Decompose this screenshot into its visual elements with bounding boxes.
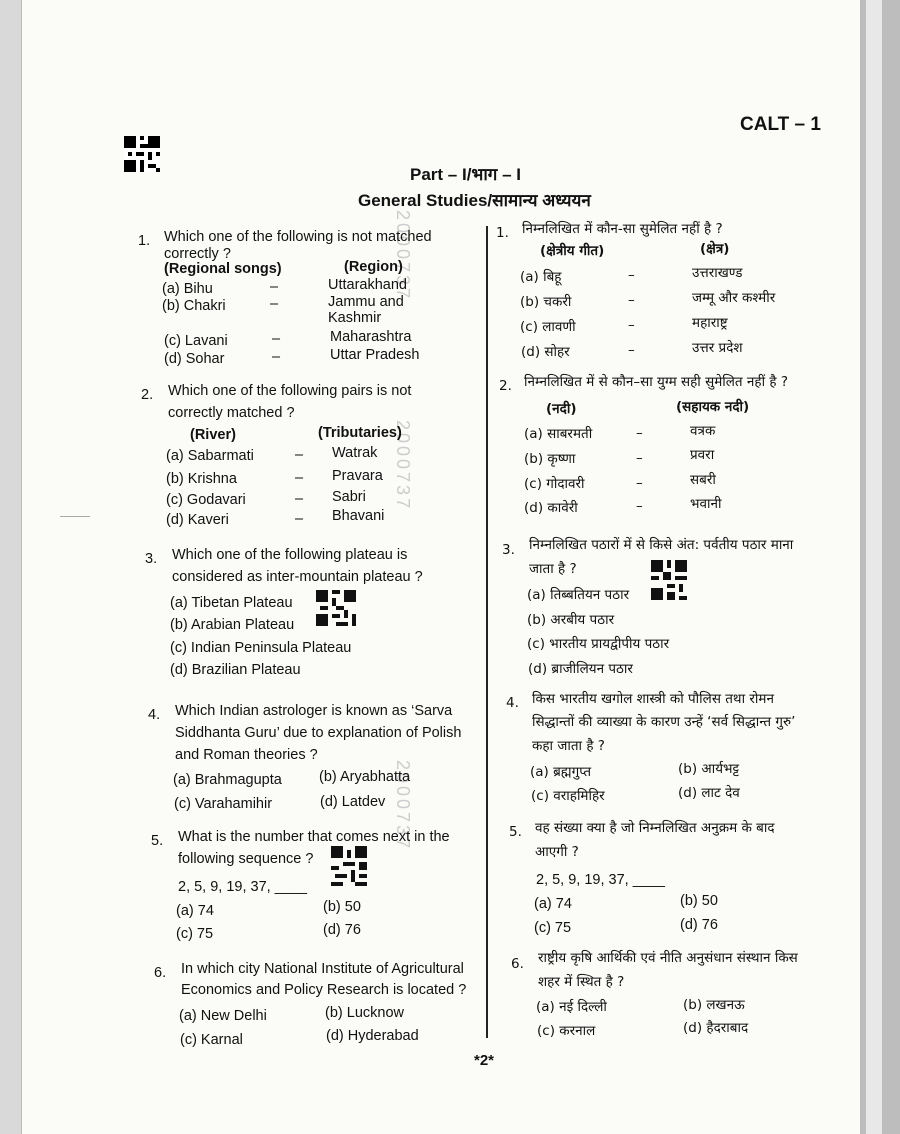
option: (d) Hyderabad — [326, 1028, 419, 1044]
subject-heading: General Studies/सामान्य अध्ययन — [358, 191, 591, 210]
question-text: निम्नलिखित में कौन-सा सुमेलित नहीं है ? — [522, 221, 723, 237]
match-value: Sabri — [332, 489, 366, 505]
question-text: Which one of the following pairs is not — [168, 383, 412, 399]
scan-edge — [860, 0, 900, 1134]
option: (c) भारतीय प्रायद्वीपीय पठार — [527, 636, 670, 652]
question-text: What is the number that comes next in the — [178, 829, 450, 845]
match-value: Pravara — [332, 468, 383, 484]
column-header: (क्षेत्रीय गीत) — [540, 243, 605, 259]
question-number: 2. — [499, 378, 512, 394]
match-value: प्रवरा — [690, 447, 715, 463]
sequence: 2, 5, 9, 19, 37, ____ — [178, 879, 307, 895]
match-value: Uttarakhand — [328, 277, 407, 293]
option: (b) Krishna — [166, 471, 237, 487]
dash: – — [628, 317, 635, 333]
question-text: वह संख्या क्या है जो निम्नलिखित अनुक्रम के बाद — [535, 820, 775, 836]
option: (d) ब्राजीलियन पठार — [528, 661, 633, 677]
question-text: कहा जाता है ? — [532, 738, 605, 754]
option: (a) Bihu — [162, 281, 213, 297]
qr-code-icon — [330, 846, 368, 886]
option: (a) Tibetan Plateau — [170, 595, 293, 611]
question-text: आएगी ? — [535, 844, 579, 860]
option: (c) Indian Peninsula Plateau — [170, 640, 352, 656]
option: (c) 75 — [534, 920, 572, 936]
question-number: 1. — [138, 233, 151, 249]
question-number: 1. — [496, 225, 509, 241]
option: (a) साबरमती — [524, 426, 593, 442]
question-text: Which one of the following is not matched — [164, 229, 432, 245]
match-value: Kashmir — [328, 310, 382, 326]
option: (d) 76 — [680, 917, 718, 933]
match-value: जम्मू और कश्मीर — [692, 290, 776, 306]
option: (b) लखनऊ — [683, 997, 745, 1013]
sequence: 2, 5, 9, 19, 37, ____ — [536, 872, 665, 888]
option: (d) कावेरी — [524, 500, 578, 516]
column-header: (नदी) — [546, 401, 577, 417]
question-number: 3. — [502, 542, 515, 558]
question-text: जाता है ? — [529, 561, 577, 577]
question-text: किस भारतीय खगोल शास्त्री को पौलिस तथा रोमन — [532, 691, 774, 707]
option: (c) गोदावरी — [524, 476, 585, 492]
column-header: (Region) — [344, 259, 403, 275]
question-number: 3. — [145, 551, 158, 567]
question-text: शहर में स्थित है ? — [538, 974, 625, 990]
option: (b) अरबीय पठार — [527, 612, 615, 628]
match-value: महाराष्ट्र — [692, 315, 728, 331]
question-text: Economics and Policy Research is located ? — [181, 982, 467, 998]
option: (c) Karnal — [180, 1032, 243, 1048]
dash: – — [295, 511, 304, 527]
question-text: सिद्धान्तों की व्याख्या के कारण उन्हें ‘सर्व सिद्धान्त गुरु’ — [532, 714, 796, 730]
dash: – — [272, 349, 281, 365]
option: (a) Sabarmati — [166, 448, 254, 464]
option: (c) लावणी — [520, 319, 576, 335]
column-header: (Regional songs) — [164, 261, 282, 277]
question-number: 4. — [148, 707, 161, 723]
dash: – — [636, 498, 643, 514]
option: (a) नई दिल्ली — [536, 999, 607, 1015]
option: (b) 50 — [680, 893, 718, 909]
question-number: 4. — [506, 695, 519, 711]
match-value: Maharashtra — [330, 329, 412, 345]
dash: – — [270, 296, 279, 312]
option: (a) 74 — [534, 896, 572, 912]
question-text: निम्नलिखित में से कौन–सा युग्म सही सुमेलित नहीं है ? — [524, 374, 788, 390]
match-value: उत्तराखण्ड — [692, 265, 743, 281]
dash: – — [636, 475, 643, 491]
column-header: (क्षेत्र) — [700, 241, 730, 257]
scan-speck — [60, 516, 90, 517]
question-text: Siddhanta Guru’ due to explanation of Polish — [175, 725, 462, 741]
qr-code-icon — [316, 590, 356, 626]
option: (c) Varahamihir — [174, 796, 273, 812]
dash: – — [628, 342, 635, 358]
question-text: correctly ? — [164, 246, 231, 262]
match-value: सबरी — [690, 472, 716, 488]
dash: – — [295, 470, 304, 486]
option: (b) Lucknow — [325, 1005, 404, 1021]
question-text: considered as inter-mountain plateau ? — [172, 569, 423, 585]
dash: – — [270, 279, 279, 295]
option: (c) Godavari — [166, 492, 246, 508]
option: (b) Arabian Plateau — [170, 617, 295, 633]
dash: – — [628, 267, 635, 283]
option: (b) Aryabhatta — [319, 769, 411, 785]
paper-code: CALT – 1 — [740, 114, 821, 135]
option: (d) Latdev — [320, 794, 386, 810]
option: (a) तिब्बतियन पठार — [527, 587, 630, 603]
option: (d) लाट देव — [678, 785, 740, 801]
question-text: Which Indian astrologer is known as ‘Sarva — [175, 703, 453, 719]
question-number: 6. — [511, 956, 524, 972]
option: (c) Lavani — [164, 333, 228, 349]
column-header: (Tributaries) — [318, 425, 402, 441]
question-number: 5. — [151, 833, 164, 849]
dash: – — [636, 425, 643, 441]
option: (a) 74 — [176, 903, 214, 919]
match-value: Watrak — [332, 445, 378, 461]
option: (d) Brazilian Plateau — [170, 662, 301, 678]
option: (a) ब्रह्मगुप्त — [530, 764, 592, 780]
option: (a) Brahmagupta — [173, 772, 282, 788]
column-divider — [486, 226, 488, 1038]
option: (b) Chakri — [162, 298, 226, 314]
option: (d) Sohar — [164, 351, 225, 367]
match-value: Jammu and — [328, 294, 404, 310]
option: (c) करनाल — [537, 1023, 596, 1039]
watermark: 2000737 — [393, 420, 413, 512]
match-value: Uttar Pradesh — [330, 347, 420, 363]
question-text: राष्ट्रीय कृषि आर्थिकी एवं नीति अनुसंधान संस्थान किस — [538, 950, 798, 966]
option: (b) 50 — [323, 899, 361, 915]
question-number: 2. — [141, 387, 154, 403]
match-value: भवानी — [690, 496, 722, 512]
question-number: 6. — [154, 965, 167, 981]
watermark: 2000737 — [393, 210, 413, 302]
column-header: (River) — [190, 427, 236, 443]
part-heading: Part – I/भाग – I — [410, 165, 521, 184]
option: (c) वराहमिहिर — [531, 788, 605, 804]
question-number: 5. — [509, 824, 522, 840]
question-text: In which city National Institute of Agricultural — [181, 961, 464, 977]
qr-code-icon — [650, 560, 688, 600]
option: (b) चकरी — [520, 294, 572, 310]
match-value: वत्रक — [690, 423, 716, 439]
dash: – — [272, 331, 281, 347]
question-text: following sequence ? — [178, 851, 314, 867]
watermark: 2000737 — [393, 760, 413, 852]
dash: – — [636, 450, 643, 466]
option: (a) बिहू — [520, 269, 562, 285]
option: (d) 76 — [323, 922, 361, 938]
option: (c) 75 — [176, 926, 214, 942]
column-header: (सहायक नदी) — [676, 399, 750, 415]
question-text: correctly matched ? — [168, 405, 295, 421]
question-text: निम्नलिखित पठारों में से किसे अंत: पर्वतीय पठार माना — [529, 537, 794, 553]
option: (d) हैदराबाद — [683, 1020, 749, 1036]
qr-code-icon — [124, 136, 160, 172]
match-value: उत्तर प्रदेश — [692, 340, 743, 356]
question-text: and Roman theories ? — [175, 747, 318, 763]
dash: – — [628, 292, 635, 308]
option: (d) सोहर — [521, 344, 570, 360]
dash: – — [295, 447, 304, 463]
option: (b) कृष्णा — [524, 451, 576, 467]
match-value: Bhavani — [332, 508, 385, 524]
question-text: Which one of the following plateau is — [172, 547, 408, 563]
dash: – — [295, 491, 304, 507]
option: (a) New Delhi — [179, 1008, 267, 1024]
option: (d) Kaveri — [166, 512, 229, 528]
page-number: *2* — [474, 1052, 495, 1069]
option: (b) आर्यभट्ट — [678, 761, 740, 777]
